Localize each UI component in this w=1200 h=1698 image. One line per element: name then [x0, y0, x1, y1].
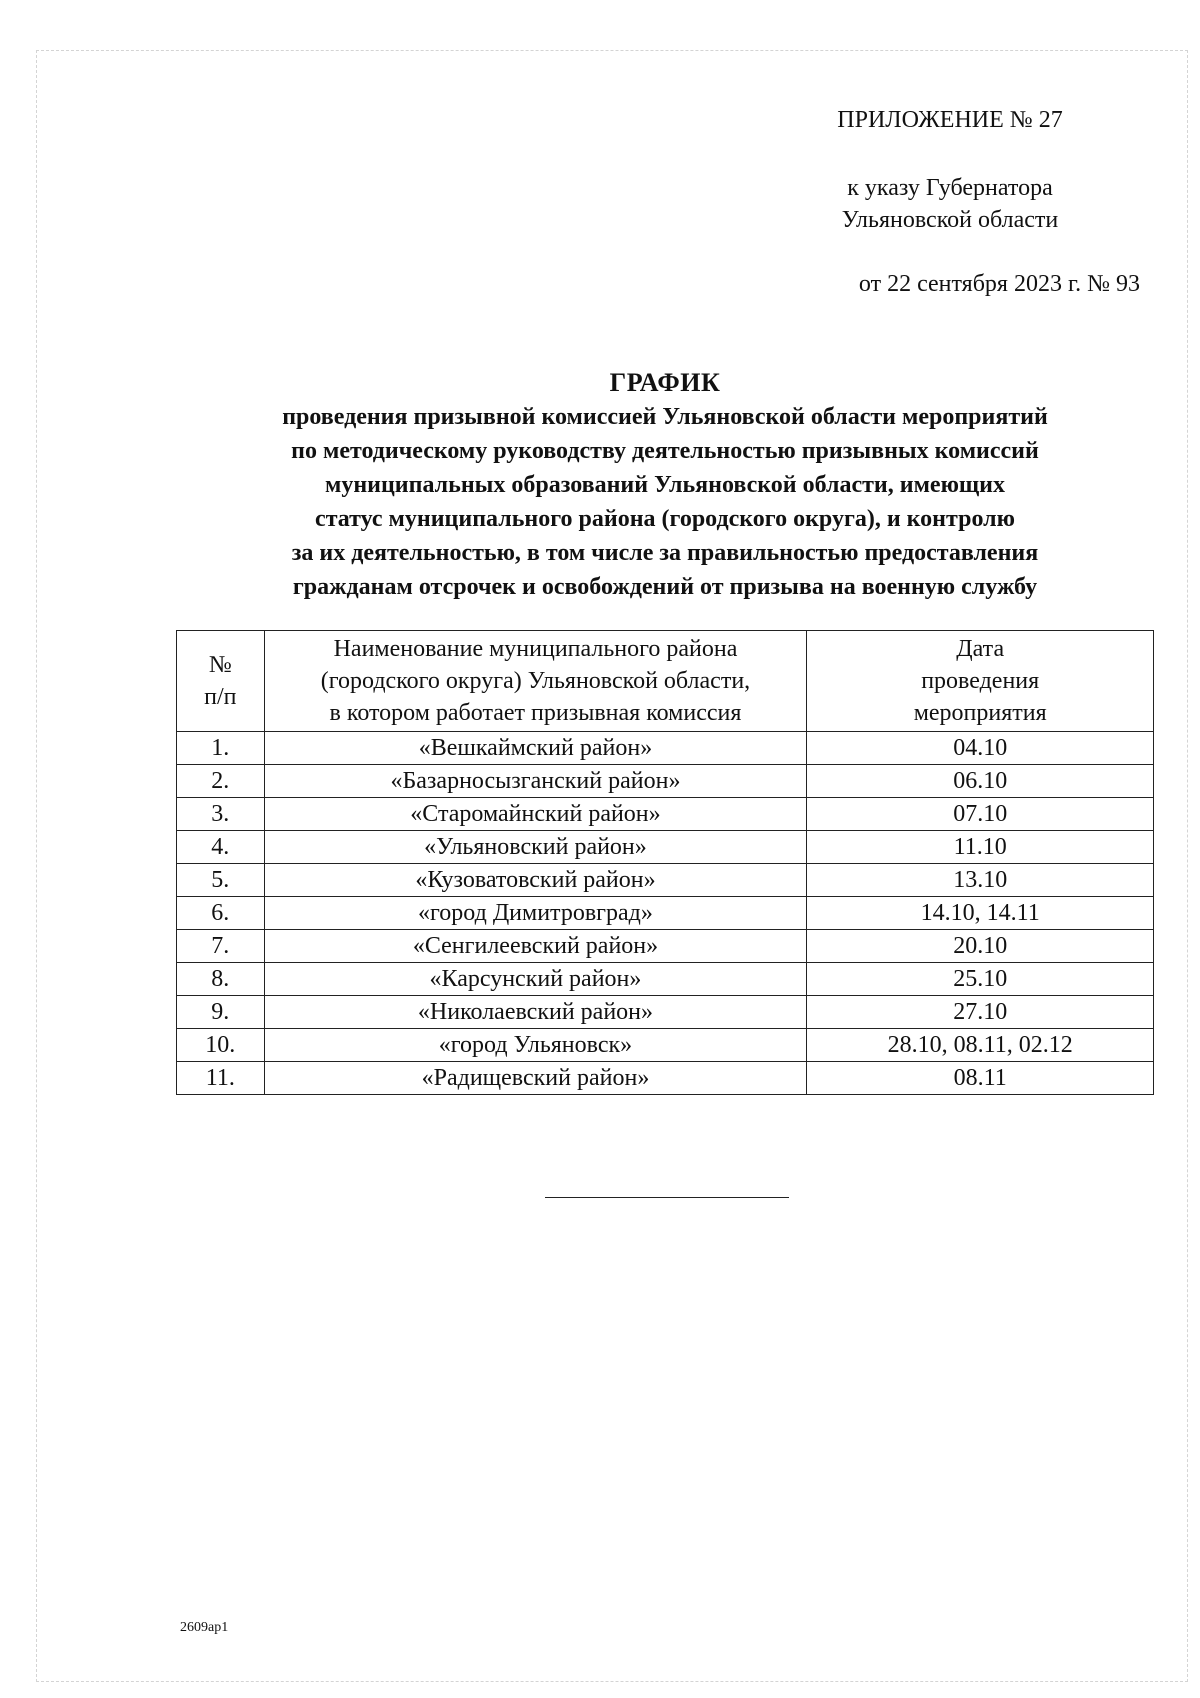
header-date-line: мероприятия [913, 700, 1047, 726]
header-name-line: Наименование муниципального района [333, 636, 738, 662]
row-district: «Кузоватовский район» [264, 864, 807, 897]
row-date: 20.10 [807, 930, 1154, 963]
row-date: 13.10 [807, 864, 1154, 897]
row-date: 27.10 [807, 996, 1154, 1029]
header-name [264, 631, 807, 732]
row-number: 7. [177, 930, 265, 963]
table-header-row [177, 631, 1154, 732]
row-district: «Карсунский район» [264, 963, 807, 996]
row-district: «Сенгилеевский район» [264, 930, 807, 963]
row-number: 6. [177, 897, 265, 930]
heading-line: проведения призывной комиссией Ульяновской области мероприятий [282, 404, 1048, 430]
header-number [177, 631, 265, 732]
heading-line: статус муниципального района (городского округа), и контролю [315, 506, 1015, 532]
decree-line-2: Ульяновской области [841, 207, 1059, 233]
decree-date: от 22 сентября 2023 г. № 93 [858, 271, 1140, 297]
document-title: ГРАФИК [609, 368, 721, 397]
end-divider-line [545, 1197, 789, 1198]
header-date [807, 631, 1154, 732]
decree-reference [800, 172, 1100, 236]
row-number: 2. [177, 765, 265, 798]
header-date-line: Дата [956, 636, 1005, 662]
row-number: 4. [177, 831, 265, 864]
row-number: 8. [177, 963, 265, 996]
header-number-line: п/п [204, 684, 237, 710]
row-district: «Ульяновский район» [264, 831, 807, 864]
row-number: 11. [177, 1062, 265, 1095]
header-number-line: № [208, 652, 232, 678]
row-district: «город Димитровград» [264, 897, 807, 930]
appendix-label: ПРИЛОЖЕНИЕ № 27 [837, 107, 1063, 133]
row-number: 9. [177, 996, 265, 1029]
row-date: 25.10 [807, 963, 1154, 996]
row-number: 3. [177, 798, 265, 831]
table-row [177, 1062, 1154, 1095]
header-name-line: в котором работает призывная комиссия [329, 700, 742, 726]
row-date: 14.10, 14.11 [807, 897, 1154, 930]
table-row [177, 732, 1154, 765]
row-date: 06.10 [807, 765, 1154, 798]
row-district: «Николаевский район» [264, 996, 807, 1029]
decree-line-1: к указу Губернатора [847, 175, 1053, 201]
row-district: «Базарносызганский район» [264, 765, 807, 798]
table-row [177, 963, 1154, 996]
row-district: «Старомайнский район» [264, 798, 807, 831]
heading-line: по методическому руководству деятельностью призывных комиссий [291, 438, 1039, 464]
row-number: 10. [177, 1029, 265, 1062]
table-row [177, 897, 1154, 930]
table-row [177, 831, 1154, 864]
schedule-table [176, 630, 1154, 1095]
header-name-line: (городского округа) Ульяновской области, [320, 668, 751, 694]
table-row [177, 765, 1154, 798]
row-date: 11.10 [807, 831, 1154, 864]
header-date-line: проведения [921, 668, 1040, 694]
document-heading [170, 366, 1160, 604]
row-number: 5. [177, 864, 265, 897]
row-district: «Радищевский район» [264, 1062, 807, 1095]
heading-line: муниципальных образований Ульяновской области, имеющих [324, 472, 1006, 498]
table-row [177, 864, 1154, 897]
table-row [177, 798, 1154, 831]
table-row [177, 1029, 1154, 1062]
row-district: «город Ульяновск» [264, 1029, 807, 1062]
table-row [177, 930, 1154, 963]
row-date: 28.10, 08.11, 02.12 [807, 1029, 1154, 1062]
row-number: 1. [177, 732, 265, 765]
table-row [177, 996, 1154, 1029]
heading-line: гражданам отсрочек и освобождений от призыва на военную службу [292, 574, 1038, 600]
row-date: 07.10 [807, 798, 1154, 831]
row-district: «Вешкаймский район» [264, 732, 807, 765]
row-date: 04.10 [807, 732, 1154, 765]
row-date: 08.11 [807, 1062, 1154, 1095]
heading-line: за их деятельностью, в том числе за правильностью предоставления [291, 540, 1039, 566]
document-code: 2609ap1 [180, 1620, 229, 1635]
